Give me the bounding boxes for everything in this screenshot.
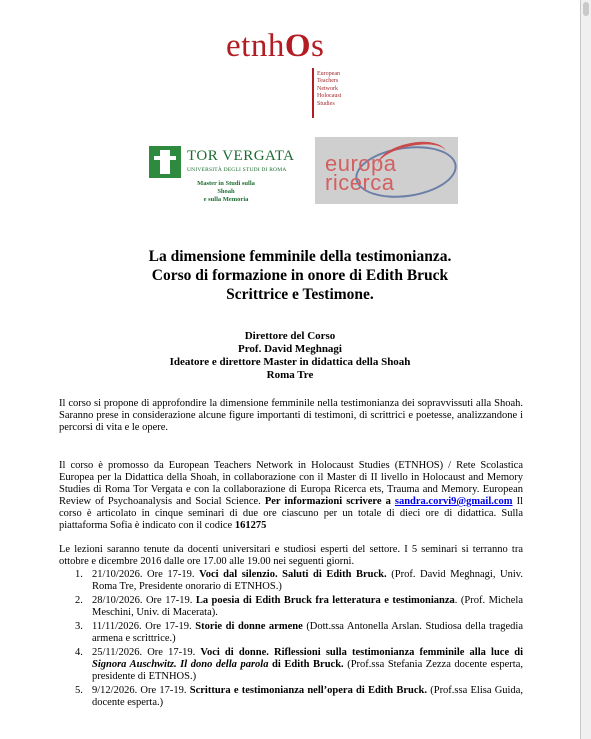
etnhos-logo xyxy=(226,30,324,63)
seminar-speaker: (Prof.ssa Stefania Zezza docente esperta, presidente di ETNHOS.) xyxy=(92,659,523,682)
tor-vergata-logo xyxy=(147,144,295,204)
list-item xyxy=(59,647,523,683)
seminar-number: 2. xyxy=(75,595,83,606)
tor-vergata-master-line1: Master in Studi sulla Shoah xyxy=(197,180,255,195)
etnhos-subtitle-line: Holocaust xyxy=(317,93,342,100)
title-line3: Scrittrice e Testimone. xyxy=(226,286,374,303)
etnhos-subtitle-line: Network xyxy=(317,85,338,92)
title-line1: La dimensione femminile della testimonianza. xyxy=(148,248,452,265)
structure-text: Il corso è articolato in cinque seminari di due ore ciascuno per un totale di dieci ore di didattica. Sulla piattaforma Sofia è indicato con il codice xyxy=(59,496,523,531)
info-label: Per informazioni scrivere a xyxy=(264,496,391,507)
tor-vergata-name: TOR VERGATA xyxy=(187,148,295,164)
promotion-text: Il corso è promosso da European Teachers Network in Holocaust Studies (ETNHOS) / Rete Scolastica Europea per la Didattica della Shoah, in collaborazione con il Master di II livello in Holocaust and Memory Studies di Roma Tor Vergata e con la collaborazione di Europa Ricerca ets, Trauma and Memory. European Review of Psychoanalysis and Social Science. xyxy=(59,460,523,507)
seminar-list xyxy=(59,569,523,711)
tor-vergata-university: UNIVERSITÀ DEGLI STUDI DI ROMA xyxy=(187,167,287,173)
tor-vergata-master xyxy=(195,180,257,204)
seminar-title: Voci di donne. Riflessioni sulla testimonianza femminile alla luce di xyxy=(200,647,523,658)
seminar-title: Storie di donne armene xyxy=(195,621,303,632)
list-item xyxy=(59,595,523,619)
seminar-speaker: (Prof. David Meghnagi, Univ. Roma Tre, Presidente onorario di ETNHOS.) xyxy=(92,569,523,592)
director-university: Roma Tre xyxy=(266,369,314,381)
seminar-date: 9/12/2026. Ore 17-19. xyxy=(92,685,190,696)
europa-ricerca-line2: ricerca xyxy=(325,170,395,195)
seminar-title: Voci dal silenzio. Saluti di Edith Bruck. xyxy=(199,569,387,580)
seminar-speaker: . (Prof. Michela Meschini, Univ. di Macerata). xyxy=(92,595,523,618)
sofia-code: 161275 xyxy=(234,520,267,531)
schedule-intro-paragraph: Le lezioni saranno tenute da docenti universitari e studiosi esperti del settore. I 5 seminari si terranno tra ottobre e dicembre 2016 dalle ore 17.00 alle 19.00 nei seguenti giorni. xyxy=(59,544,523,567)
list-item xyxy=(59,685,523,709)
seminar-speaker: (Prof.ssa Elisa Guida, docente esperta.) xyxy=(92,685,523,708)
director-label: Direttore del Corso xyxy=(244,330,336,342)
list-item xyxy=(59,569,523,593)
seminar-title-after: di Edith Bruck. xyxy=(268,659,344,670)
seminar-date: 25/11/2026. Ore 17-19. xyxy=(92,647,201,658)
scrollbar-thumb[interactable] xyxy=(583,2,589,16)
etnhos-wordmark-o: O xyxy=(284,28,311,64)
tor-vergata-emblem-icon xyxy=(149,146,181,178)
seminar-title: La poesia di Edith Bruck fra letteratura e testimonianza xyxy=(195,595,455,606)
seminar-date: 28/10/2026. Ore 17-19. xyxy=(92,595,196,606)
title-line2: Corso di formazione in onore di Edith Bruck xyxy=(151,267,449,284)
etnhos-wordmark-post: s xyxy=(311,28,325,64)
seminar-number: 3. xyxy=(75,621,83,632)
course-director xyxy=(60,330,520,382)
etnhos-logo-bar xyxy=(312,68,314,118)
seminar-title: Scrittura e testimonianza nell’opera di Edith Bruck. xyxy=(189,685,427,696)
list-item xyxy=(59,621,523,645)
etnhos-subtitle-line: Teachers xyxy=(317,78,339,85)
document-title xyxy=(60,247,540,304)
seminar-date: 11/11/2026. Ore 17-19. xyxy=(92,621,196,632)
etnhos-subtitle xyxy=(317,71,341,108)
book-title: Signora Auschwitz. Il dono della parola xyxy=(92,659,269,670)
etnhos-subtitle-line: European xyxy=(317,71,340,77)
email-link[interactable]: sandra.corvi9@gmail.com xyxy=(394,496,513,507)
intro-paragraph: Il corso si propone di approfondire la dimensione femminile nella testimonianza dei sopravvissuti alla Shoah. Saranno prese in considerazione alcune figure importanti di testimoni, di scrittrici e poetesse, analizzandone i percorsi di vita e le opere. xyxy=(59,398,523,433)
etnhos-wordmark-pre: etnh xyxy=(226,28,285,64)
promotion-paragraph xyxy=(59,460,523,532)
seminar-speaker: (Dott.ssa Antonella Arslan. Studiosa della tragedia armena e scrittrice.) xyxy=(92,621,523,644)
seminar-number: 5. xyxy=(75,685,83,696)
seminar-number: 1. xyxy=(75,569,83,580)
vertical-scrollbar[interactable] xyxy=(581,0,591,739)
seminar-number: 4. xyxy=(75,647,83,658)
seminar-date: 21/10/2026. Ore 17-19. xyxy=(92,569,200,580)
director-name: Prof. David Meghnagi xyxy=(238,343,342,355)
europa-ricerca-logo xyxy=(315,137,458,204)
director-role: Ideatore e direttore Master in didattica della Shoah xyxy=(169,356,411,368)
etnhos-subtitle-line: Studies xyxy=(317,100,335,107)
tor-vergata-master-line2: e sulla Memoria xyxy=(203,196,249,203)
europa-ricerca-line1: europa xyxy=(325,151,397,176)
